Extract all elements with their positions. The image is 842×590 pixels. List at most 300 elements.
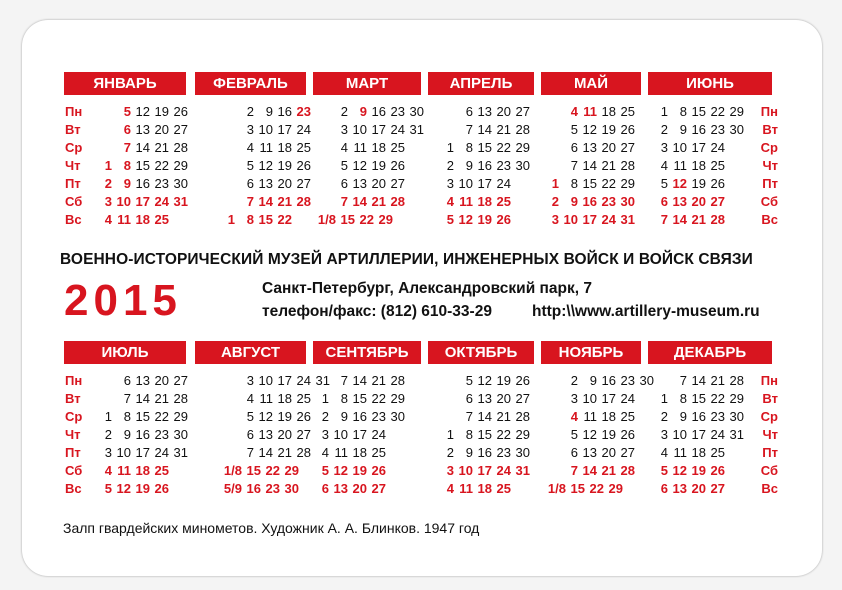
day-cell: 8 [679, 104, 687, 119]
day-cell: 17 [477, 176, 492, 191]
day-cell: 22 [589, 481, 604, 496]
week-row [649, 462, 744, 480]
day-cell: 16 [477, 158, 492, 173]
day-cell: 1/8 [223, 463, 242, 478]
day-cell: 24 [154, 194, 169, 209]
week-row [649, 408, 744, 426]
day-cell: 23 [710, 122, 725, 137]
day-cell: 24 [371, 427, 386, 442]
day-cell: 11 [117, 212, 131, 227]
day-cell: 7 [679, 373, 687, 388]
day-cell: 7 [246, 445, 254, 460]
day-cell: 26 [296, 158, 311, 173]
day-cell: 2 [570, 373, 578, 388]
day-cell: 16 [477, 445, 492, 460]
day-cell: 11 [259, 391, 273, 406]
day-cell: 11 [459, 481, 473, 496]
day-cell: 22 [154, 158, 169, 173]
day-cell: 11 [117, 463, 131, 478]
day-cell: 8 [465, 427, 473, 442]
day-cell: 4 [660, 445, 668, 460]
day-cell: 27 [515, 391, 530, 406]
month-header: НОЯБРЬ [541, 341, 641, 364]
day-cell: 31 [173, 445, 188, 460]
day-cell: 4 [660, 158, 668, 173]
day-cell: 18 [691, 445, 706, 460]
day-cell: 13 [582, 445, 597, 460]
day-cell: 4 [104, 463, 112, 478]
weekday-label: Вс [761, 212, 778, 227]
day-cell: 1 [446, 427, 454, 442]
day-cell: 3 [104, 445, 112, 460]
day-cell: 3 [340, 122, 348, 137]
month-grid [310, 103, 431, 229]
day-cell: 30 [515, 445, 530, 460]
day-cell: 15 [691, 391, 706, 406]
month-grid [435, 103, 530, 229]
day-cell: 10 [116, 445, 131, 460]
day-cell: 22 [359, 212, 374, 227]
day-cell: 26 [515, 373, 530, 388]
weekday-label: Пн [760, 373, 778, 388]
week-row [310, 193, 431, 211]
day-cell: 28 [390, 194, 405, 209]
day-cell: 24 [710, 140, 725, 155]
day-cell: 25 [620, 409, 635, 424]
week-row [649, 390, 744, 408]
day-cell: 18 [601, 104, 616, 119]
week-row [540, 444, 661, 462]
weekday-label: Вт [65, 122, 81, 137]
day-cell: 9 [679, 122, 687, 137]
week-row [216, 211, 311, 229]
day-cell: 1 [227, 212, 235, 227]
day-cell: 25 [390, 140, 405, 155]
day-cell: 22 [154, 409, 169, 424]
day-cell: 12 [135, 104, 150, 119]
day-cell: 14 [582, 463, 597, 478]
day-cell: 7 [340, 373, 348, 388]
day-cell: 17 [691, 427, 706, 442]
day-cell: 12 [672, 176, 687, 191]
week-row [93, 211, 188, 229]
week-row [540, 462, 661, 480]
day-cell: 15 [477, 140, 492, 155]
day-cell: 6 [246, 176, 254, 191]
day-cell: 9 [589, 373, 597, 388]
day-cell: 17 [277, 122, 292, 137]
day-cell: 11 [259, 140, 273, 155]
day-cell: 18 [477, 481, 492, 496]
week-row [435, 193, 530, 211]
weekday-label: Пт [762, 445, 778, 460]
day-cell: 18 [277, 140, 292, 155]
day-cell: 16 [135, 176, 150, 191]
day-cell: 7 [123, 140, 131, 155]
day-cell: 28 [173, 391, 188, 406]
day-cell: 8 [123, 409, 131, 424]
weekday-labels-right [738, 103, 778, 229]
month-grid [216, 103, 311, 229]
day-cell: 11 [353, 140, 367, 155]
day-cell: 10 [258, 373, 273, 388]
day-cell: 27 [710, 481, 725, 496]
week-row [649, 211, 744, 229]
day-cell: 23 [496, 445, 511, 460]
day-cell: 2 [551, 194, 559, 209]
day-cell: 26 [173, 104, 188, 119]
day-cell: 16 [352, 409, 367, 424]
day-cell: 27 [173, 373, 188, 388]
day-cell: 12 [352, 158, 367, 173]
day-cell: 17 [352, 427, 367, 442]
day-cell: 12 [333, 463, 348, 478]
day-cell: 21 [154, 391, 169, 406]
week-row [310, 462, 405, 480]
day-cell: 26 [496, 212, 511, 227]
week-row [93, 103, 188, 121]
day-cell: 10 [458, 176, 473, 191]
week-row [93, 444, 188, 462]
day-cell: 12 [477, 373, 492, 388]
day-cell: 12 [116, 481, 131, 496]
day-cell: 2 [340, 104, 348, 119]
day-cell: 8 [340, 391, 348, 406]
week-row [649, 175, 744, 193]
day-cell: 13 [672, 194, 687, 209]
day-cell: 26 [390, 158, 405, 173]
day-cell: 1 [551, 176, 559, 191]
weekday-label: Пн [65, 104, 83, 119]
day-cell: 2 [446, 158, 454, 173]
day-cell: 23 [390, 104, 405, 119]
day-cell: 18 [371, 140, 386, 155]
week-row [310, 139, 431, 157]
day-cell: 29 [173, 409, 188, 424]
day-cell: 9 [570, 194, 578, 209]
day-cell: 29 [729, 104, 744, 119]
day-cell: 27 [620, 445, 635, 460]
day-cell: 14 [135, 391, 150, 406]
day-cell: 10 [458, 463, 473, 478]
day-cell: 19 [691, 463, 706, 478]
day-cell: 3 [246, 373, 254, 388]
day-cell: 14 [672, 212, 687, 227]
day-cell: 7 [570, 463, 578, 478]
week-row [93, 408, 188, 426]
day-cell: 1 [104, 409, 112, 424]
day-cell: 19 [477, 212, 492, 227]
day-cell: 14 [582, 158, 597, 173]
day-cell: 3 [660, 140, 668, 155]
day-cell: 23 [265, 481, 280, 496]
week-row [540, 175, 635, 193]
weekday-label: Вс [65, 212, 82, 227]
week-row [649, 121, 744, 139]
day-cell: 21 [496, 122, 511, 137]
day-cell: 31 [515, 463, 530, 478]
day-cell: 13 [135, 373, 150, 388]
week-row [649, 444, 744, 462]
day-cell: 31 [315, 373, 330, 388]
day-cell: 31 [409, 122, 424, 137]
day-cell: 18 [135, 212, 150, 227]
day-cell: 14 [352, 194, 367, 209]
day-cell: 3 [246, 122, 254, 137]
day-cell: 22 [710, 104, 725, 119]
day-cell: 27 [296, 176, 311, 191]
day-cell: 29 [515, 427, 530, 442]
day-cell: 30 [729, 409, 744, 424]
weekday-label: Пт [65, 176, 81, 191]
day-cell: 28 [620, 158, 635, 173]
day-cell: 16 [135, 427, 150, 442]
day-cell: 19 [277, 158, 292, 173]
month-header: ЯНВАРЬ [64, 72, 186, 95]
day-cell: 20 [154, 122, 169, 137]
day-cell: 30 [620, 194, 635, 209]
month-header: МАРТ [313, 72, 421, 95]
week-row [540, 480, 661, 498]
week-row [435, 444, 530, 462]
month-grid [649, 103, 744, 229]
day-cell: 24 [601, 212, 616, 227]
day-cell: 2 [246, 104, 254, 119]
day-cell: 29 [515, 140, 530, 155]
day-cell: 9 [679, 409, 687, 424]
day-cell: 19 [371, 158, 386, 173]
day-cell: 13 [135, 122, 150, 137]
day-cell: 13 [672, 481, 687, 496]
day-cell: 16 [691, 409, 706, 424]
day-cell: 8 [679, 391, 687, 406]
day-cell: 21 [154, 140, 169, 155]
day-cell: 25 [710, 158, 725, 173]
day-cell: 13 [352, 176, 367, 191]
day-cell: 15 [477, 427, 492, 442]
month-header: ДЕКАБРЬ [648, 341, 772, 364]
day-cell: 16 [601, 373, 616, 388]
day-cell: 3 [446, 463, 454, 478]
month-grid [93, 103, 188, 229]
week-row [435, 390, 530, 408]
day-cell: 28 [515, 122, 530, 137]
day-cell: 20 [277, 427, 292, 442]
day-cell: 30 [173, 427, 188, 442]
day-cell: 27 [390, 176, 405, 191]
phone: телефон/факс: (812) 610-33-29 [262, 303, 492, 320]
day-cell: 26 [154, 481, 169, 496]
day-cell: 25 [296, 391, 311, 406]
day-cell: 13 [258, 427, 273, 442]
day-cell: 2 [104, 176, 112, 191]
week-row [310, 480, 405, 498]
website-link[interactable]: http:\\www.artillery-museum.ru [532, 303, 760, 320]
week-row [216, 175, 311, 193]
day-cell: 4 [446, 194, 454, 209]
day-cell: 17 [477, 463, 492, 478]
day-cell: 21 [496, 409, 511, 424]
day-cell: 19 [601, 122, 616, 137]
day-cell: 20 [601, 445, 616, 460]
day-cell: 12 [258, 158, 273, 173]
day-cell: 7 [123, 391, 131, 406]
day-cell: 8 [123, 158, 131, 173]
day-cell: 21 [691, 212, 706, 227]
month-header: АВГУСТ [195, 341, 306, 364]
day-cell: 26 [710, 463, 725, 478]
month-header: ОКТЯБРЬ [428, 341, 534, 364]
day-cell: 17 [582, 212, 597, 227]
day-cell: 19 [601, 427, 616, 442]
week-row [310, 372, 405, 390]
day-cell: 12 [258, 409, 273, 424]
month-grid [540, 372, 661, 498]
week-row [310, 426, 405, 444]
day-cell: 10 [672, 427, 687, 442]
day-cell: 14 [691, 373, 706, 388]
weekday-label: Чт [65, 158, 81, 173]
week-row [649, 157, 744, 175]
day-cell: 24 [296, 122, 311, 137]
day-cell: 23 [154, 427, 169, 442]
day-cell: 20 [496, 391, 511, 406]
weekday-label: Сб [760, 463, 778, 478]
day-cell: 5/9 [223, 481, 242, 496]
day-cell: 12 [582, 427, 597, 442]
day-cell: 2 [660, 122, 668, 137]
week-row [540, 103, 635, 121]
day-cell: 19 [277, 409, 292, 424]
day-cell: 28 [729, 373, 744, 388]
day-cell: 16 [277, 104, 292, 119]
day-cell: 26 [620, 122, 635, 137]
day-cell: 2 [660, 409, 668, 424]
day-cell: 20 [154, 373, 169, 388]
day-cell: 30 [639, 373, 654, 388]
day-cell: 11 [583, 104, 597, 119]
day-cell: 2 [104, 427, 112, 442]
week-row [435, 157, 530, 175]
weekday-label: Сб [65, 463, 83, 478]
day-cell: 25 [154, 212, 169, 227]
day-cell: 16 [246, 481, 261, 496]
week-row [649, 103, 744, 121]
week-row [435, 211, 530, 229]
day-cell: 10 [333, 427, 348, 442]
day-cell: 25 [154, 463, 169, 478]
week-row [93, 390, 188, 408]
day-cell: 4 [246, 391, 254, 406]
week-row [540, 157, 635, 175]
day-cell: 15 [352, 391, 367, 406]
day-cell: 28 [620, 463, 635, 478]
day-cell: 8 [246, 212, 254, 227]
day-cell: 7 [465, 409, 473, 424]
day-cell: 6 [123, 122, 131, 137]
day-cell: 6 [660, 194, 668, 209]
day-cell: 21 [601, 463, 616, 478]
week-row [310, 444, 405, 462]
day-cell: 17 [135, 194, 150, 209]
day-cell: 18 [601, 409, 616, 424]
day-cell: 1 [104, 158, 112, 173]
day-cell: 24 [496, 176, 511, 191]
week-row [310, 211, 431, 229]
day-cell: 11 [673, 158, 687, 173]
day-cell: 28 [173, 140, 188, 155]
day-cell: 27 [173, 122, 188, 137]
day-cell: 28 [390, 373, 405, 388]
day-cell: 29 [608, 481, 623, 496]
day-cell: 6 [246, 427, 254, 442]
week-row [310, 408, 405, 426]
day-cell: 30 [390, 409, 405, 424]
month-grid [540, 103, 635, 229]
day-cell: 7 [465, 122, 473, 137]
day-cell: 2 [446, 445, 454, 460]
day-cell: 5 [660, 176, 668, 191]
week-row [93, 426, 188, 444]
day-cell: 9 [340, 409, 348, 424]
day-cell: 23 [154, 176, 169, 191]
day-cell: 1/8 [547, 481, 566, 496]
week-row [310, 175, 431, 193]
weekday-label: Чт [762, 158, 778, 173]
day-cell: 11 [459, 194, 473, 209]
caption: Залп гвардейских минометов. Художник А. А. Блинков. 1947 год [63, 520, 480, 536]
museum-name: ВОЕННО-ИСТОРИЧЕСКИЙ МУЗЕЙ АРТИЛЛЕРИИ, ИНЖЕНЕРНЫХ ВОЙСК И ВОЙСК СВЯЗИ [60, 251, 753, 268]
day-cell: 21 [601, 158, 616, 173]
day-cell: 20 [691, 481, 706, 496]
day-cell: 5 [246, 158, 254, 173]
weekday-label: Пн [65, 373, 83, 388]
week-row [649, 139, 744, 157]
day-cell: 4 [321, 445, 329, 460]
weekday-label: Ср [760, 409, 778, 424]
day-cell: 7 [660, 212, 668, 227]
week-row [435, 480, 530, 498]
day-cell: 8 [570, 176, 578, 191]
week-row [435, 426, 530, 444]
day-cell: 9 [123, 176, 131, 191]
day-cell: 31 [173, 194, 188, 209]
week-row [649, 193, 744, 211]
week-row [540, 121, 635, 139]
month-header: МАЙ [541, 72, 641, 95]
month-header: АПРЕЛЬ [428, 72, 534, 95]
day-cell: 11 [583, 409, 597, 424]
day-cell: 31 [729, 427, 744, 442]
week-row [93, 157, 188, 175]
weekday-label: Вс [65, 481, 82, 496]
day-cell: 16 [371, 104, 386, 119]
day-cell: 4 [104, 212, 112, 227]
day-cell: 14 [135, 140, 150, 155]
day-cell: 26 [620, 427, 635, 442]
day-cell: 29 [729, 391, 744, 406]
day-cell: 20 [352, 481, 367, 496]
week-row [93, 480, 188, 498]
week-row [540, 372, 661, 390]
day-cell: 6 [465, 391, 473, 406]
week-row [310, 390, 405, 408]
day-cell: 25 [496, 194, 511, 209]
day-cell: 4 [246, 140, 254, 155]
day-cell: 23 [601, 194, 616, 209]
day-cell: 7 [246, 194, 254, 209]
week-row [310, 121, 431, 139]
